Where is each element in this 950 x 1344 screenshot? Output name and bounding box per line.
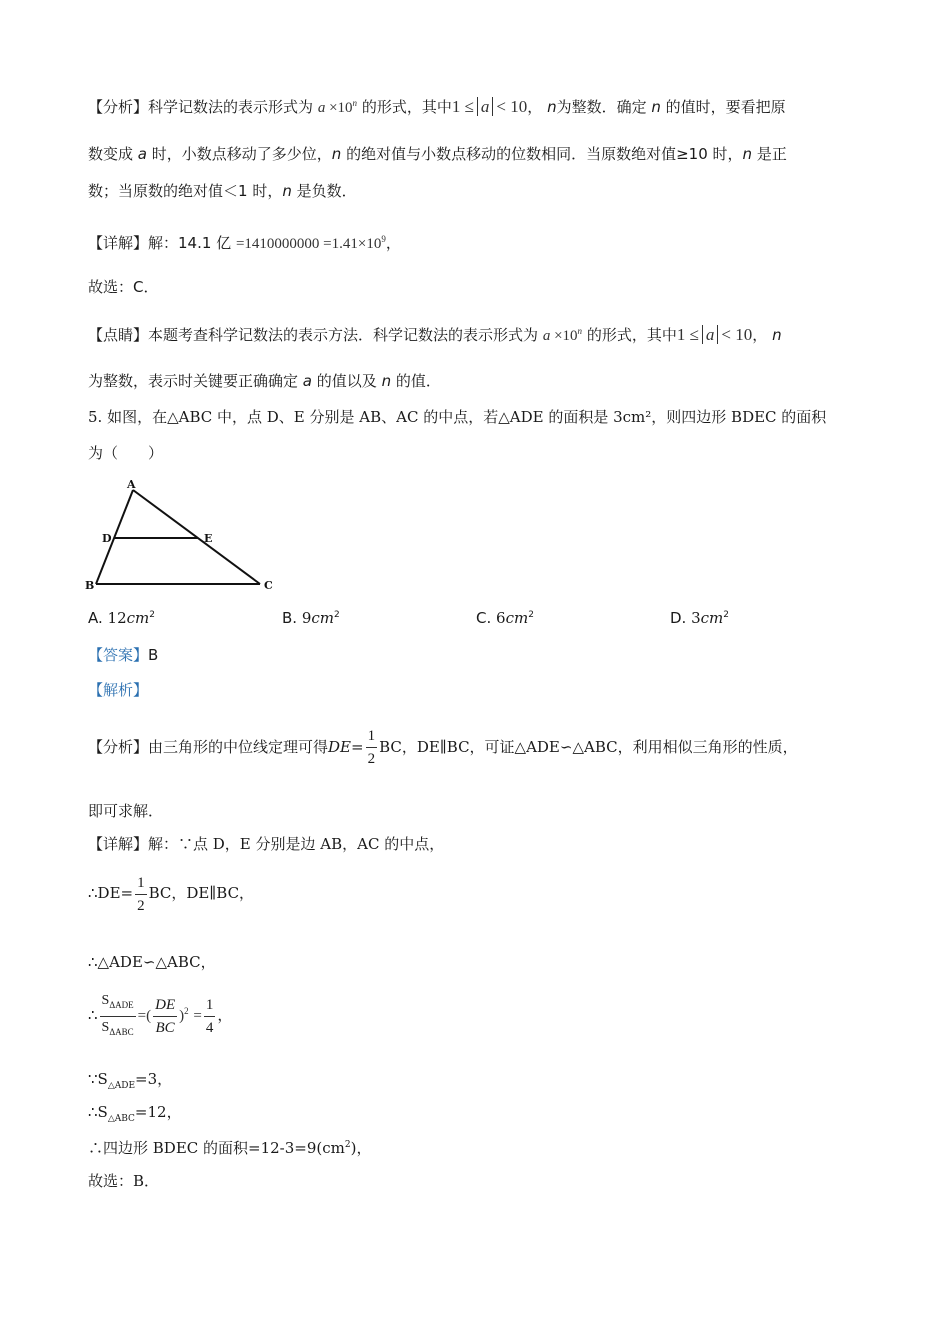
sci-notation-formula: $a \times 10^n$ [317,98,358,116]
q4-comment-line1: 【点睛】本题考查科学记数法的表示方法．科学记数法的表示形式为 $a \times 10^n$ 的形式，其中1 ≤ a < 10， n [88,325,782,344]
q4-choice: 故选：C． [88,278,159,296]
inequality-formula: 1 ≤ a < 10 [451,97,528,116]
q5-choice: 故选：B． [88,1172,160,1190]
label-e: E [204,532,213,545]
q4-analysis-line3: 数；当原数的绝对值＜1 时，n 是负数． [88,182,357,200]
label-c: C [264,579,273,592]
q4-analysis-line2: 数变成 a 时，小数点移动了多少位，n 的绝对值与小数点移动的位数相同．当原数绝对值≥10 时，n 是正 [88,145,787,163]
q5-detail-ratio: ∴ $\frac{S_{\Delta ADE}}{S_{\Delta ABC}}$ =( $\frac{DE}{BC}$ )$^2$ = $\frac{1}{4}$ ， [88,986,232,1042]
q4-analysis-line1: 【分析】科学记数法的表示形式为 $a \times 10^n$ 的形式，其中1 ≤ a < 10， n为整数．确定 n 的值时，要看把原 [88,97,786,116]
label-a: A [127,478,136,491]
q5-question-line1: 5. 如图，在△ABC 中，点 D、E 分别是 AB、AC 的中点，若△ADE 的面积是 3cm²，则四边形 BDEC 的面积 [88,408,827,426]
option-d[interactable]: D. $3cm^2$ [670,609,730,627]
q5-analysis-line2: 即可求解． [88,802,164,820]
q5-detail-line1: 【详解】解：∵点 D，E 分别是边 AB，AC 的中点， [88,835,445,853]
q5-question-line2: 为（ ） [88,444,164,462]
q5-analysis-line1: 【分析】由三角形的中位线定理可得DE= $\frac{1}{2}$ BC，DE∥BC，可证△ADE∽△ABC，利用相似三角形的性质， [88,722,798,772]
label-b: B [85,579,95,592]
option-b[interactable]: B. $9cm^2$ [282,609,340,627]
q5-detail-line5: $\because S_{\triangle ADE}=3$， [88,1070,173,1091]
q5-detail-line6: $\therefore S_{\triangle ABC}=12$， [88,1103,182,1124]
half-fraction: $\frac{1}{2}$ [366,725,378,770]
q5-detail-line7: ∴四边形 BDEC 的面积$=12-3=9(cm^2)$， [88,1139,372,1157]
q4-detail: 【详解】解：14.1 亿 $=1410000000 =1.41\times 10^9$， [88,234,401,252]
q5-detail-line3: ∴△ADE∽△ABC， [88,953,216,971]
q5-answer: 【答案】B [88,646,159,664]
option-a[interactable]: A. $12cm^2$ [88,609,155,627]
label-d: D [102,532,112,545]
triangle-figure [84,476,284,600]
option-c[interactable]: C. $6cm^2$ [476,609,534,627]
q5-jiexi-tag: 【解析】 [88,681,149,699]
q4-comment-line2: 为整数，表示时关键要正确确定 a 的值以及 n 的值． [88,372,441,390]
q5-detail-line2: ∴DE= $\frac{1}{2}$ BC，DE∥BC， [88,868,254,918]
